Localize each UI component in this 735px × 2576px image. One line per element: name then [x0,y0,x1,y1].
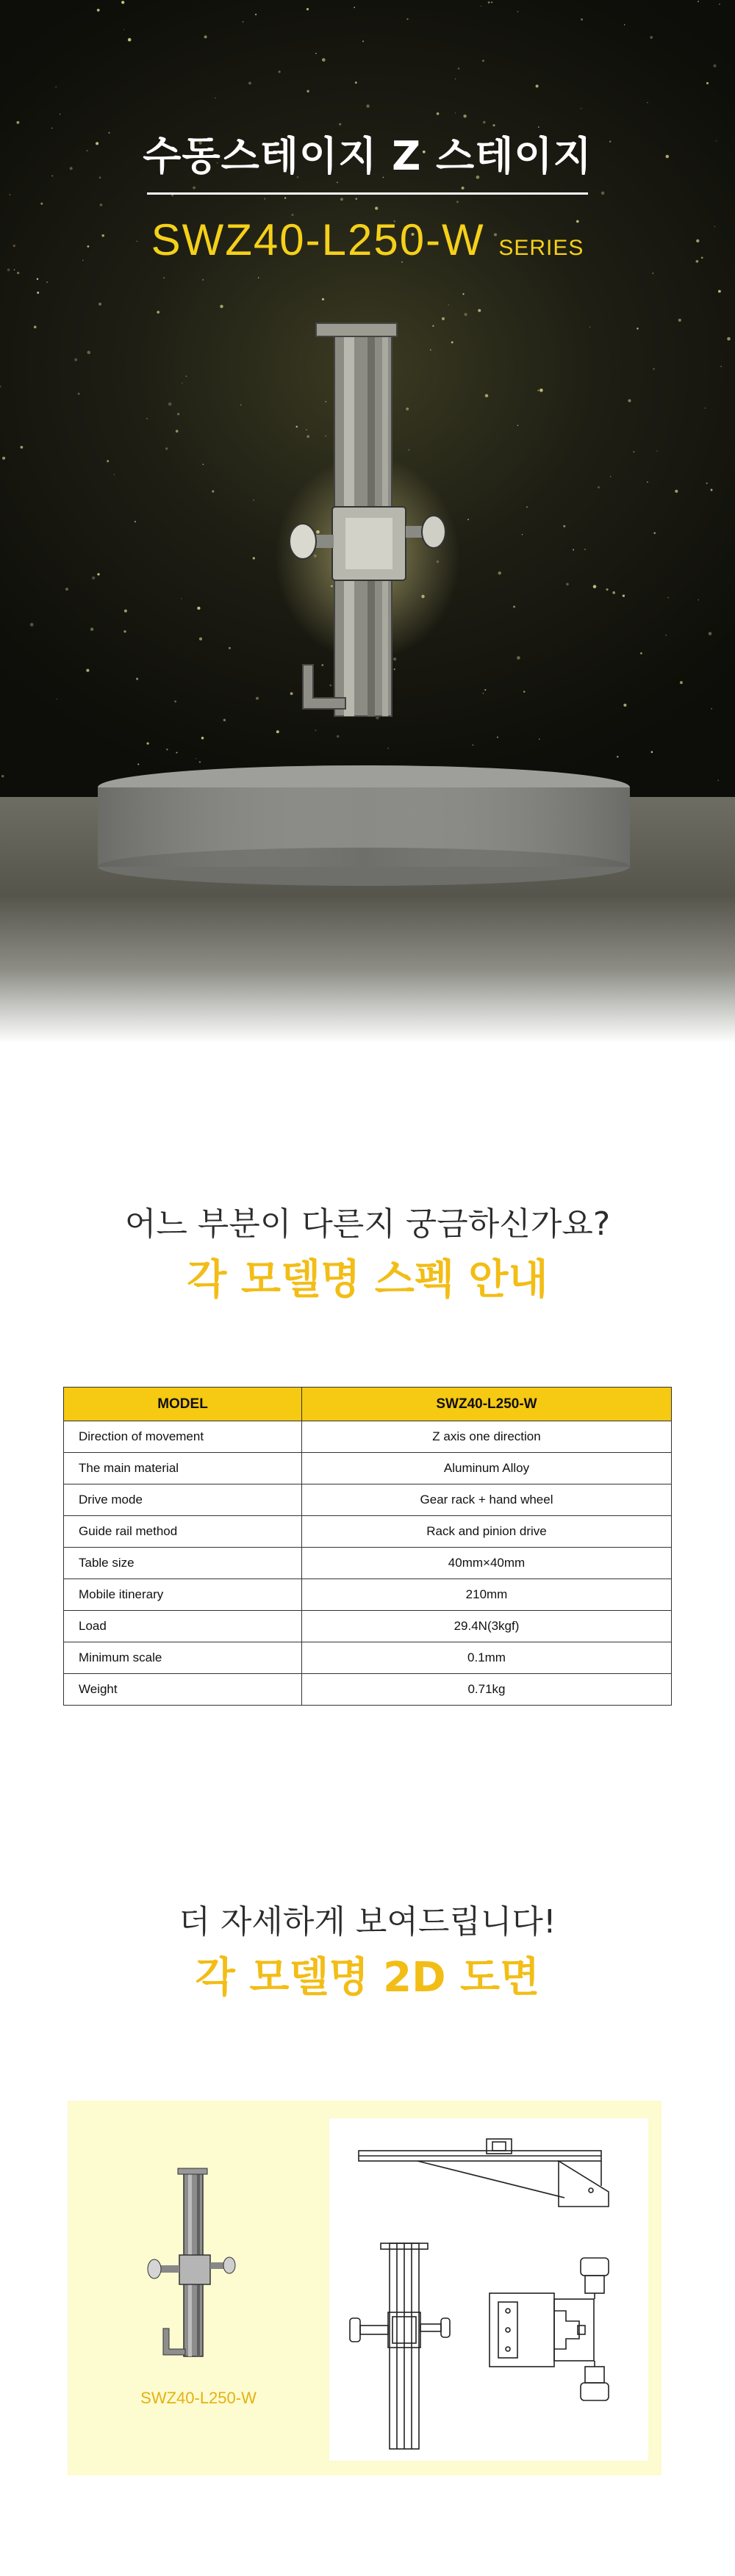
table-row [64,1548,672,1579]
table-row [64,1453,672,1484]
spec-value: Rack and pinion drive [302,1516,672,1548]
spec-question: 어느 부분이 다른지 궁금하신가요? [124,1205,611,1243]
drawing-panel [68,2101,662,2475]
table-row [64,1611,672,1642]
spec-heading: 각 모델명 스펙 안내 [187,1256,548,1304]
pedestal [98,765,630,886]
spec-value: 0.1mm [302,1642,672,1674]
spec-key: Mobile itinerary [64,1579,302,1611]
spec-value: Gear rack + hand wheel [302,1484,672,1516]
table-row [64,1516,672,1548]
spec-key: Minimum scale [64,1642,302,1674]
table-row [64,1421,672,1453]
spec-key: Direction of movement [64,1421,302,1453]
spec-key: Weight [64,1674,302,1706]
spec-value: 210mm [302,1579,672,1611]
spec-value: Z axis one direction [302,1421,672,1453]
spec-key: Guide rail method [64,1516,302,1548]
product-label: SWZ40-L250-W [140,2389,257,2407]
spec-key: Drive mode [64,1484,302,1516]
spec-key: Table size [64,1548,302,1579]
spec-table [63,1387,672,1706]
spec-value: Aluminum Alloy [302,1453,672,1484]
spec-value: 0.71kg [302,1674,672,1706]
hero-model-code: SWZ40-L250-W [151,215,485,264]
table-row [64,1484,672,1516]
spec-header-model: MODEL [64,1388,302,1421]
spec-header-value: SWZ40-L250-W [302,1388,672,1421]
spec-key: Load [64,1611,302,1642]
spec-key: The main material [64,1453,302,1484]
spec-value: 29.4N(3kgf) [302,1611,672,1642]
hero-banner [0,0,735,1043]
table-row [64,1674,672,1706]
technical-drawing [329,2118,648,2461]
drawing-heading: 각 모델명 2D 도면 [195,1954,540,2002]
drawing-question: 더 자세하게 보여드립니다! [179,1903,556,1941]
spec-value: 40mm×40mm [302,1548,672,1579]
product-render [0,0,735,1043]
spec-table-header-row [64,1388,672,1421]
z-stage-model [290,323,445,716]
drawing-sheet [329,2118,648,2461]
hero-series-label: SERIES [498,236,584,260]
hero-title: 수동스테이지 Z 스테이지 [143,133,592,179]
table-row [64,1642,672,1674]
product-thumbnail [68,2101,329,2395]
table-row [64,1579,672,1611]
